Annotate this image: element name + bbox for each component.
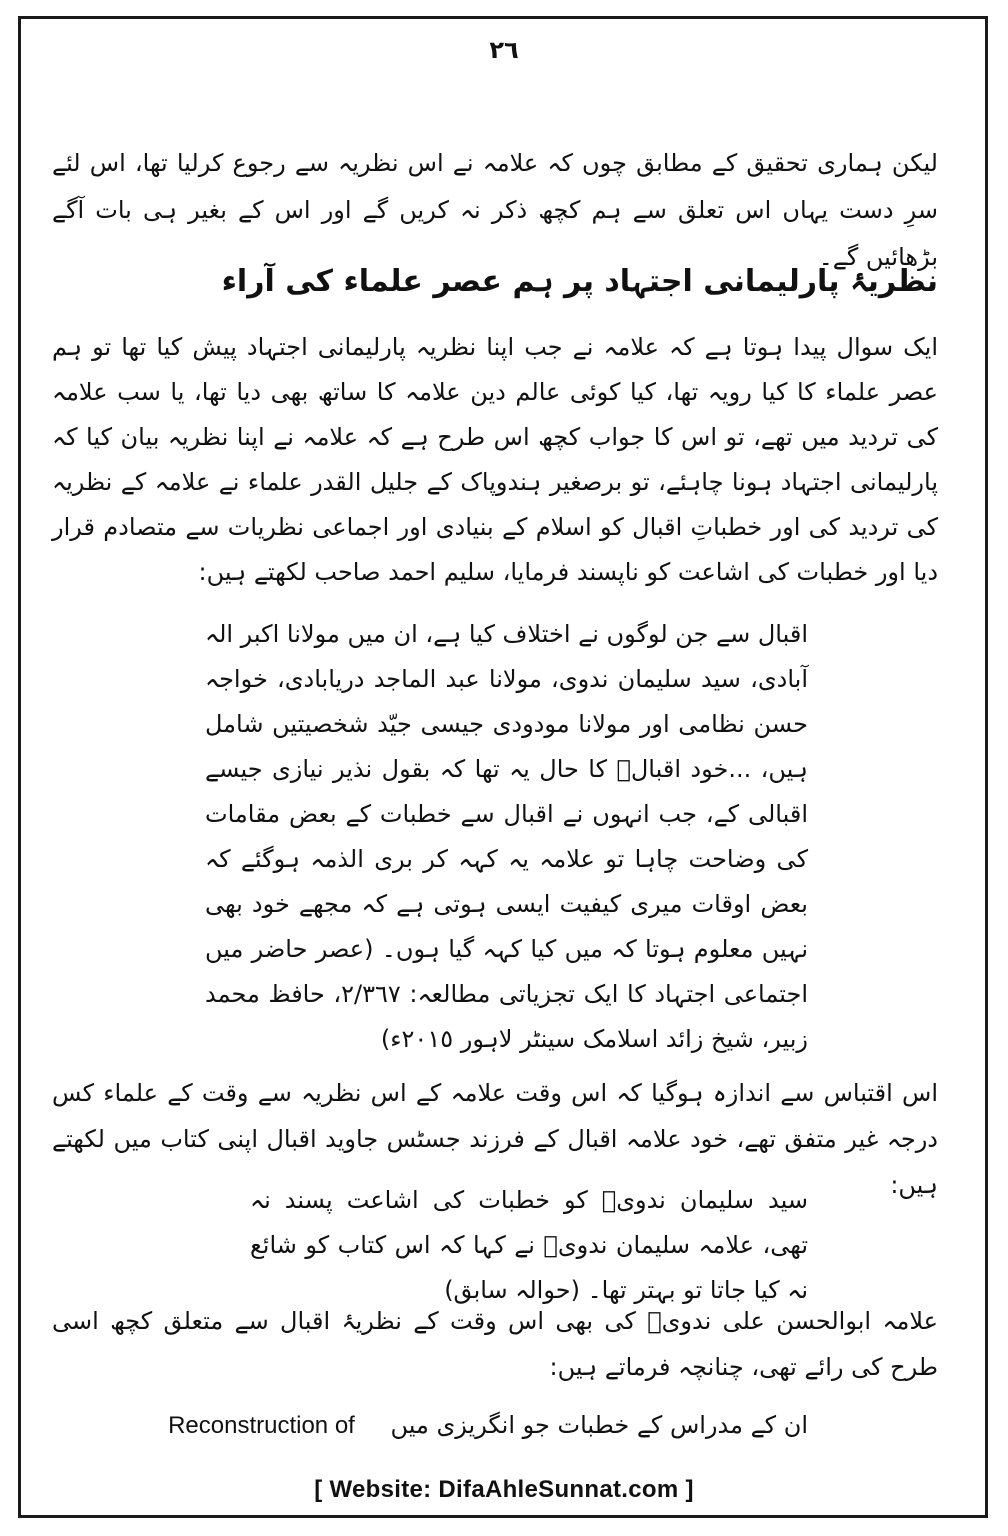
block-quote-2: سید سلیمان ندویؒ کو خطبات کی اشاعت پسند نہ تھی، علامہ سلیمان ندویؒ نے کہا کہ اس کتاب کو شائع نہ کیا جاتا تو بہتر تھا۔ (حوالہ سابق) <box>250 1186 808 1304</box>
last-line-english: Reconstruction of <box>168 1412 355 1439</box>
body-paragraph-2: ایک سوال پیدا ہوتا ہے کہ علامہ نے جب اپنا نظریہ پارلیمانی اجتہاد پیش کیا تھا تو ہم عصر علماء کا کیا رویہ تھا، کیا کوئی عالم دین علامہ کا ساتھ بھی دیا تھا، یا سب علامہ کی تردید میں تھے، تو اس کا جواب کچھ اس طرح ہے کہ علامہ نے اپنا نظریہ بیان کیا کہ پارلیمانی اجتہاد ہونا چاہئے، تو برصغیر ہندوپاک کے جلیل القدر علماء نے علامہ کے نظریہ کی تردید کی اور خطباتِ اقبال کو اسلام کے بنیادی اور اجماعی نظریات سے متصادم قرار دیا اور خطبات کی اشاعت کو ناپسند فرمایا، سلیم احمد صاحب لکھتے ہیں: <box>52 333 938 586</box>
intro-paragraph: لیکن ہماری تحقیق کے مطابق چوں کہ علامہ نے اس نظریہ سے رجوع کرلیا تھا، اس لئے سرِ دست یہاں اس تعلق سے ہم کچھ ذکر نہ کریں گے اور اس کے بغیر ہی بات آگے بڑھائیں گے۔ <box>52 149 938 271</box>
website-footer: [ Website: DifaAhleSunnat.com ] <box>314 1476 694 1503</box>
body-paragraph-3: اس اقتباس سے اندازہ ہوگیا کہ اس وقت علامہ کے اس نظریہ سے وقت کے علماء کس درجہ غیر متفق تھے، خود علامہ اقبال کے فرزند جسٹس جاوید اقبال اپنی کتاب میں لکھتے ہیں: <box>52 1079 938 1199</box>
page-number: ٢٦ <box>489 36 519 64</box>
section-heading: نظریۂ پارلیمانی اجتہاد پر ہم عصر علماء کی آراء <box>221 264 938 299</box>
last-line-urdu: ان کے مدراس کے خطبات جو انگریزی میں <box>390 1411 808 1439</box>
block-quote-1: اقبال سے جن لوگوں نے اختلاف کیا ہے، ان میں مولانا اکبر الہ آبادی، سید سلیمان ندوی، مولانا عبد الماجد دریابادی، خواجہ حسن نظامی اور مولانا مودودی جیسی جیّد شخصیتیں شامل ہیں، ...خود اقبالؒ کا حال یہ تھا کہ بقول نذیر نیازی جیسے اقبالی کے، جب انہوں نے اقبال سے خطبات کے بعض مقامات کی وضاحت چاہا تو علامہ یہ کہہ کر بری الذمہ ہوگئے کہ بعض اوقات میری کیفیت ایسی ہوتی ہے کہ مجھے خود بھی نہیں معلوم ہوتا کہ میں کیا کہہ گیا ہوں۔ (عصر حاضر میں اجتماعی اجتہاد کا ایک تجزیاتی مطالعہ: ٢/٣٦٧، حافظ محمد زبیر، شیخ زائد اسلامک سینٹر لاہور ٢٠١٥ء) <box>205 620 808 1053</box>
body-paragraph-4: علامہ ابوالحسن علی ندویؒ کی بھی اس وقت کے نظریۂ اقبال سے متعلق کچھ اسی طرح کی رائے تھی، چنانچہ فرماتے ہیں: <box>52 1307 939 1381</box>
last-line <box>168 1402 808 1449</box>
